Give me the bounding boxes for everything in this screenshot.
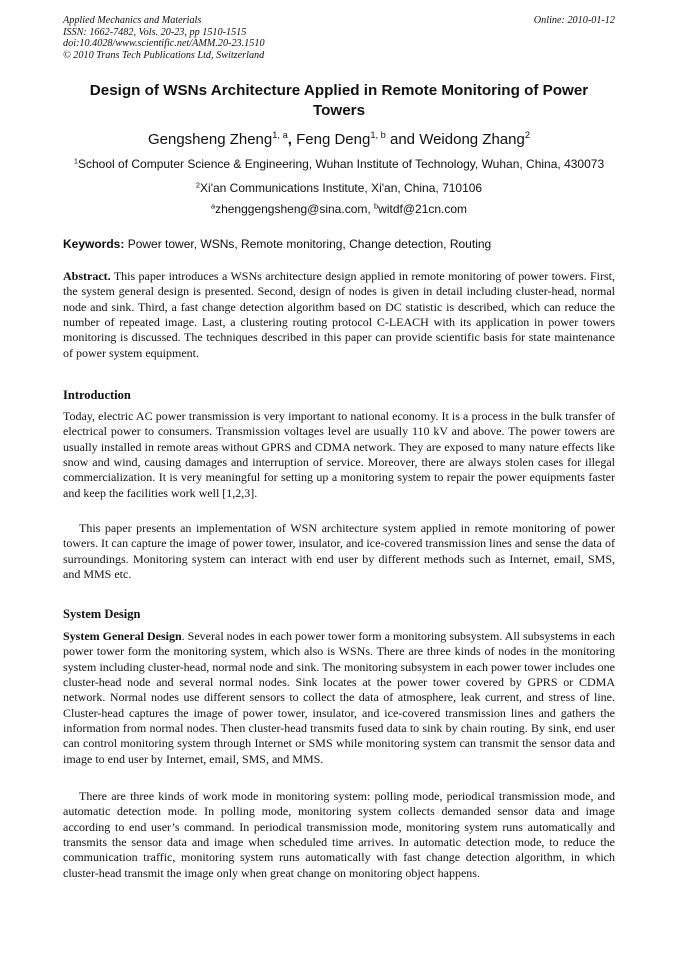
affiliation-2 [63,181,615,195]
introduction-paragraph-1: Today, electric AC power transmission is very important to national economy. It is a process in the bulk transfer of electrical power to consumers. Transmission voltages level are usually 110 kV and above. The power towers are usually installed in remote areas without GPRS and CDMA network. They are exposed to many nature effects like snow and wind, causing damages and interruption of service. Moreover, there are always stolen cases for illegal commercialization. It is very meaningful for setting up a monitoring system to repair the power equipments faster and keep the facilities work well [1,2,3]. [63,409,615,500]
system-design-paragraph-1-text: . Several nodes in each power tower form a monitoring subsystem. All subsystems in each power tower form the monitoring system, which also is WSNs. There are three kinds of nodes in the monitoring system including cluster-head, normal node and sink. The monitoring subsystem in each power tower includes one cluster-head node and several normal nodes. Sink locates at the power tower covered by GPRS or CDMA network. Normal nodes use different sensors to collect the data of atmosphere, leak current, and stress of line. Cluster-head captures the image of power tower, insulator, and ice-covered transmission lines and gathers the information from normal nodes. Then cluster-head transmits fused data to sink by chain routing. By sink, end user can control monitoring system through Internet or SMS while monitoring system can transmit the sensor data and image to end user by Internet, email, SMS, and MMS. [63,629,616,766]
author-3-affiliation: 2 [524,130,531,141]
affiliation-1 [63,157,615,171]
affiliation-2-text: Xi'an Communications Institute, Xi'an, China, 710106 [200,181,483,195]
introduction-heading: Introduction [63,388,131,402]
introduction-paragraph-2: This paper presents an implementation of WSN architecture system applied in remote monitoring of power towers. It can capture the image of power tower, insulator, and ice-covered transmission lines and sense the data of surroundings. Monitoring system can interact with end user by different methods such as Internet, email, SMS, and MMS etc. [63,521,615,582]
author-separator-and: and [385,131,420,148]
author-2-affiliation: 1, b [370,130,386,141]
keywords-label: Keywords: [63,237,125,251]
doi-line: doi:10.4028/www.scientific.net/AMM.20-23.1510 [63,38,265,50]
abstract [63,269,615,361]
email-b-marker: b [374,201,379,211]
author-emails [63,202,615,216]
affiliation-1-text: School of Computer Science & Engineering, Wuhan Institute of Technology, Wuhan, China, 430073 [78,157,605,171]
email-b[interactable]: witdf@21cn.com [378,202,468,216]
system-design-heading: System Design [63,607,141,621]
issn-line: ISSN: 1662-7482, Vols. 20-23, pp 1510-1515 [63,26,247,38]
journal-name: Applied Mechanics and Materials [63,15,202,26]
author-list [63,131,615,149]
affiliation-1-marker: 1 [73,156,78,166]
author-1: Gengsheng Zheng [147,131,273,148]
affiliation-2-marker: 2 [195,180,201,190]
author-separator: , [287,131,297,148]
email-a[interactable]: zhenggengsheng@sina.com, [215,202,375,216]
author-1-affiliation: 1, a [272,130,288,141]
abstract-label: Abstract. [63,269,111,283]
system-design-paragraph-2: There are three kinds of work mode in monitoring system: polling mode, periodical transmission mode, and automatic detection mode. In polling mode, monitoring system collects demanded sensor data and image according to end user’s command. In periodical transmission mode, monitoring system runs automatically and transmits the sensor data and image when scheduled time arrives. In automatic detection mode, to reduce the communication traffic, monitoring system runs automatically with fast change detection algorithm, in which cluster-head transmit the image only when great change on monitoring object happens. [63,789,615,880]
email-a-marker: a [210,201,216,211]
system-design-paragraph-1 [63,629,615,767]
publication-header [63,15,615,61]
keywords [63,237,615,251]
paper-title: Design of WSNs Architecture Applied in Remote Monitoring of Power Towers [89,82,589,119]
keywords-text: Power tower, WSNs, Remote monitoring, Change detection, Routing [124,237,492,251]
abstract-text: This paper introduces a WSNs architecture design applied in remote monitoring of power towers. First, the system general design is presented. Second, design of nodes is given in detail including cluster-head, normal node and sink. Third, a fast change detection algorithm based on DC statistic is described, which can reduce the number of repeated image. Last, a clustering routing protocol C-LEACH with its application in power towers monitoring is discussed. The techniques described in this paper can provide scientific basis for state maintenance of power system equipment. [63,269,615,360]
author-3: Weidong Zhang [419,131,525,148]
author-2: Feng Deng [296,131,371,148]
online-date: Online: 2010-01-12 [533,15,615,26]
system-general-design-label: System General Design [63,629,182,643]
copyright-line: © 2010 Trans Tech Publications Ltd, Switzerland [63,49,265,61]
